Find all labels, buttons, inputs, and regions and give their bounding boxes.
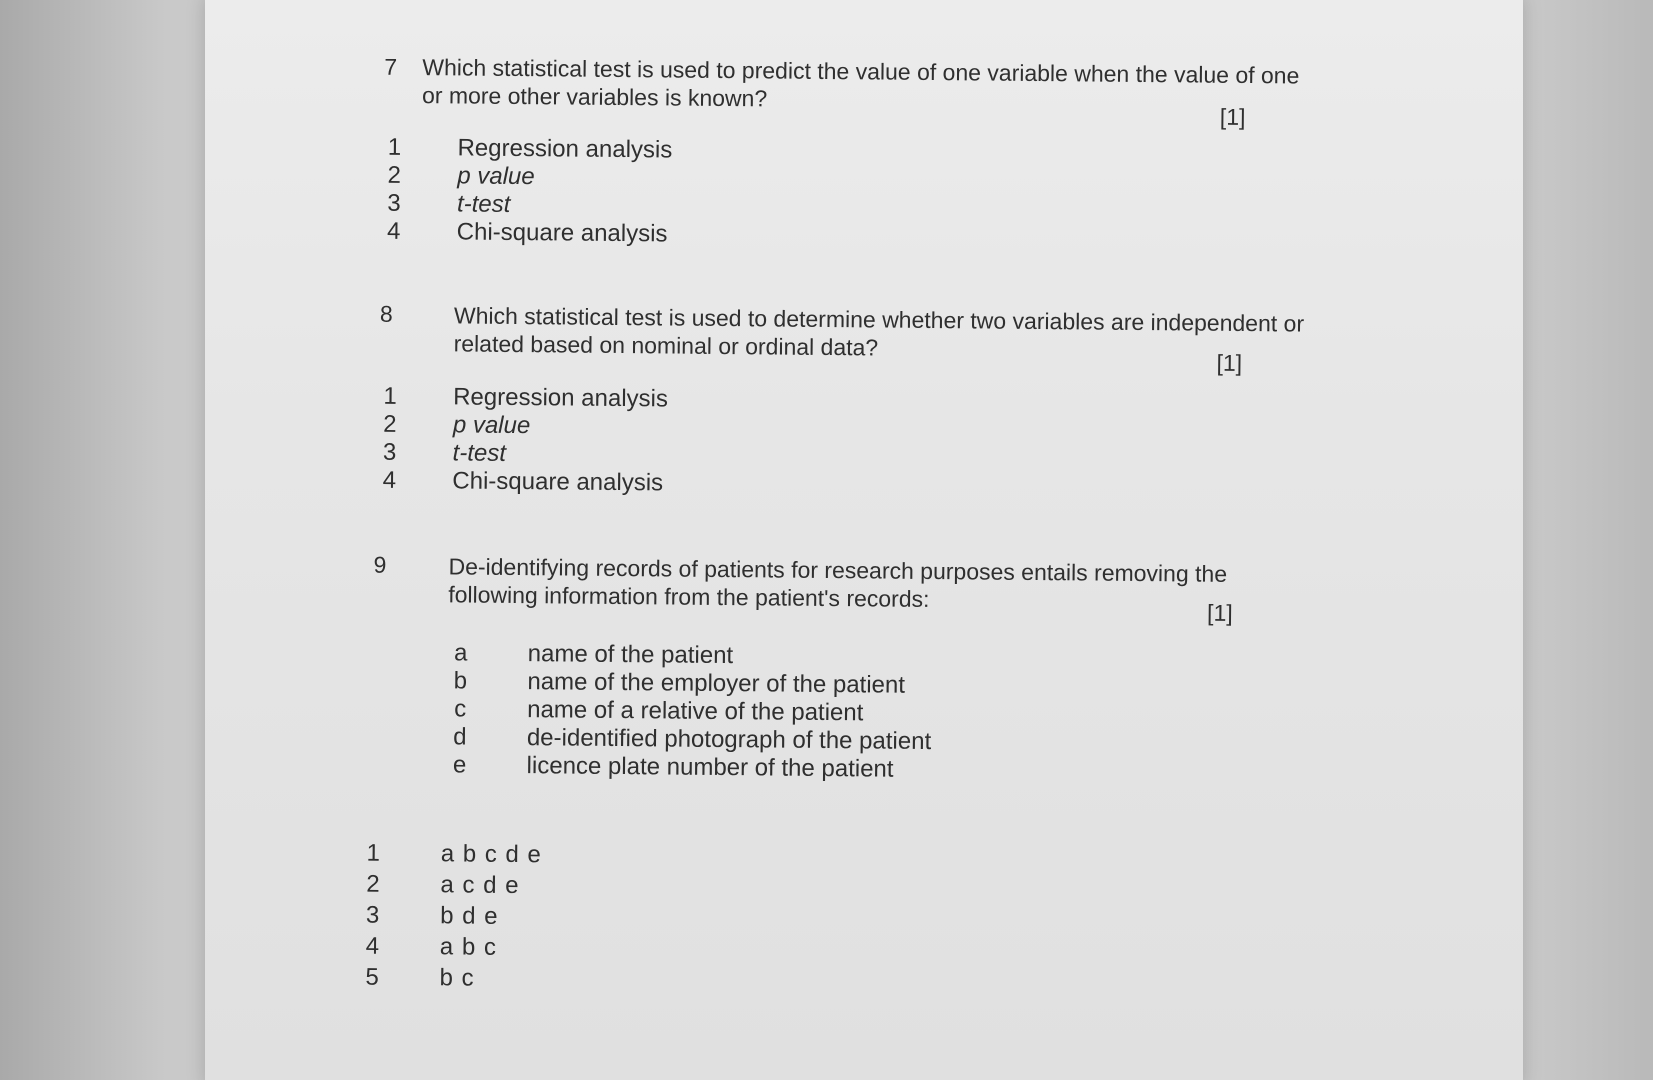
question-9-items [447, 639, 932, 783]
question-9-options [359, 838, 542, 993]
question-9-text: De-identifying records of patients for research purposes entails removing the following information from the patient's records: [448, 553, 1228, 612]
paper-content [195, 0, 1523, 1080]
question-7-options [381, 133, 673, 248]
exam-paper [205, 0, 1523, 1080]
question-7-number: 7 [384, 53, 398, 80]
question-8-text: Which statistical test is used to determine whether two variables are independent or related based on nominal or ordinal data? [453, 302, 1305, 361]
question-7-mark: [1] [1219, 103, 1246, 130]
question-8-options [376, 382, 669, 497]
question-7-text: Which statistical test is used to predict the value of one variable when the value of one or more other variables is known? [421, 54, 1300, 112]
question-8-number: 8 [379, 300, 393, 327]
question-8-mark: [1] [1216, 349, 1243, 376]
question-9-mark: [1] [1207, 599, 1233, 626]
question-9-number: 9 [373, 551, 387, 578]
